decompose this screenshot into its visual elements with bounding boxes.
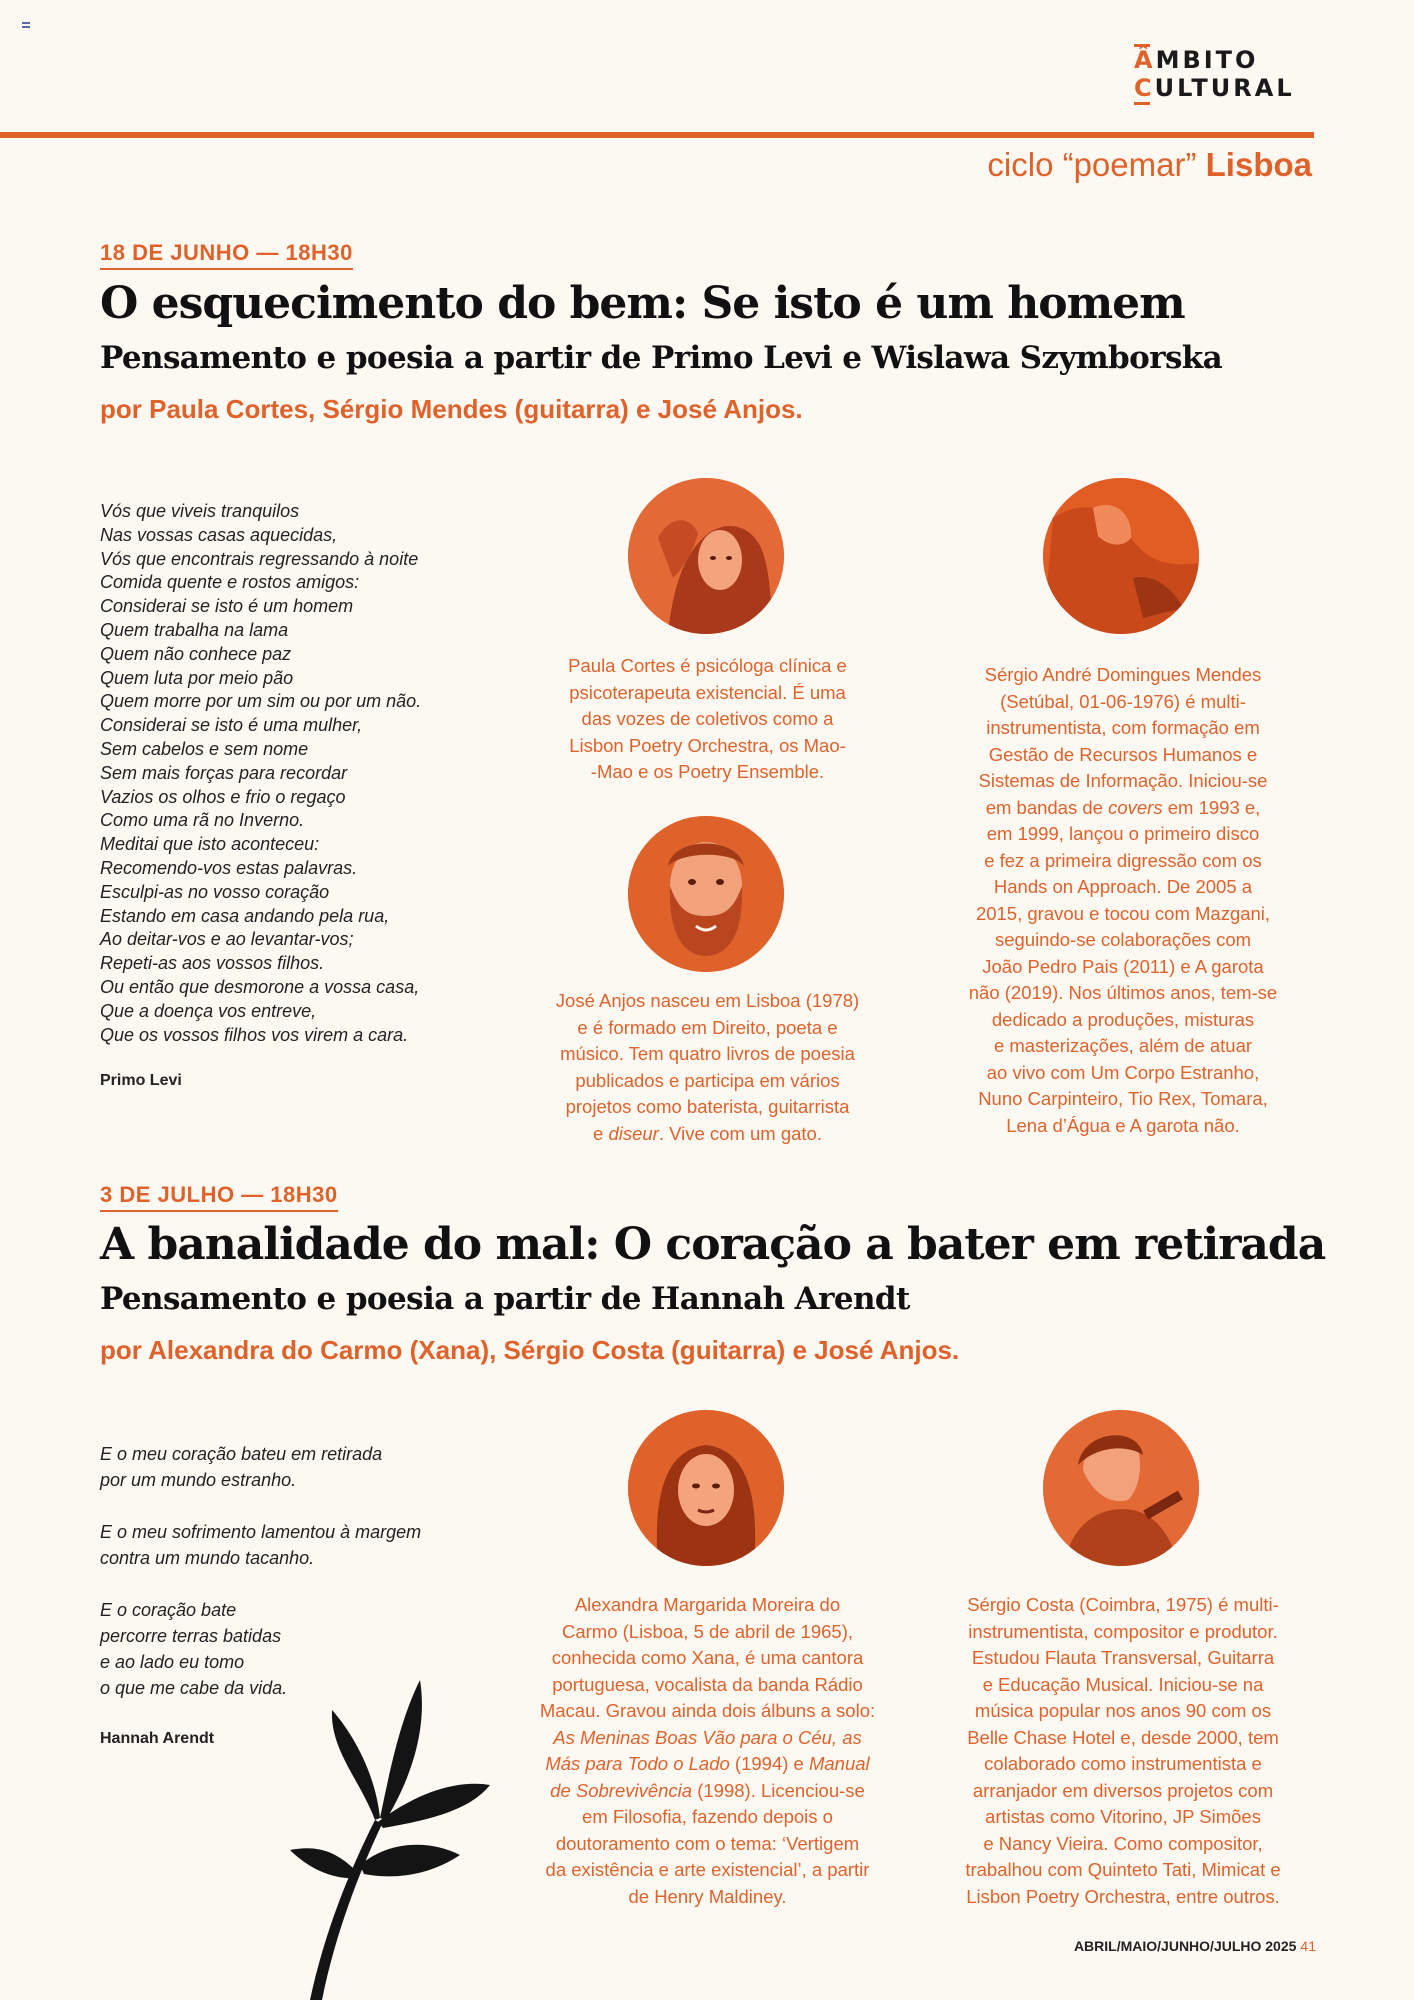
bio-line: Estudou Flauta Transversal, Guitarra [971, 1647, 1275, 1668]
poem-line: Ao deitar-vos e ao levantar-vos; [100, 929, 354, 950]
poem-line: por um mundo estranho. [100, 1470, 297, 1490]
bio-text: e [593, 1122, 609, 1144]
bio-line: psicoterapeuta existencial. É uma [569, 681, 846, 703]
bio-line: publicados e participa em vários [575, 1069, 840, 1091]
bio-line: e é formado em Direito, poeta e [577, 1016, 838, 1038]
bio-line: Sistemas de Informação. Iniciou-se [978, 770, 1268, 791]
stanza-gap [100, 1493, 500, 1519]
poem-line: percorre terras batidas [100, 1626, 282, 1646]
bio-line: Belle Chase Hotel e, desde 2000, tem [967, 1726, 1279, 1748]
event2-title: A banalidade do mal: O coração a bater em retirada [100, 1219, 1326, 1270]
bio-line: não (2019). Nos últimos anos, tem-se [968, 982, 1278, 1003]
poem-line: Quem morre por um sim ou por um não. [100, 691, 422, 712]
bio-sergio-mendes [925, 662, 1321, 1139]
poem-line: Recomendo-vos estas palavras. [100, 857, 358, 878]
poem-line: Quem não conhece paz [100, 643, 292, 664]
bio-emphasis: diseur [608, 1122, 659, 1144]
bio-line [510, 1751, 905, 1778]
bio-line: Hands on Approach. De 2005 a [993, 876, 1253, 897]
bio-line: da existência e arte existencial’, a partir [545, 1859, 870, 1880]
bio-sergio-costa [918, 1592, 1328, 1910]
bio-emphasis: Manual [808, 1753, 870, 1774]
logo-word-ambito: MBITO [1155, 46, 1259, 74]
bio-line: músico. Tem quatro livros de poesia [560, 1043, 855, 1064]
event2-poem-author: Hannah Arendt [100, 1730, 215, 1747]
bio-line: e fez a primeira digressão com os [984, 849, 1262, 871]
plant-illustration-icon [280, 1670, 520, 2000]
poem-line: o que me cabe da vida. [100, 1678, 288, 1698]
event1-subtitle: Pensamento e poesia a partir de Primo Levi e Wislawa Szymborska [100, 340, 1223, 376]
bio-line: e Nancy Vieira. Como compositor, [983, 1832, 1263, 1854]
poem-line: Estando em casa andando pela rua, [100, 905, 390, 926]
bio-emphasis: As Meninas Boas Vão para o Céu, as [553, 1726, 862, 1748]
bio-paula-cortes [520, 653, 895, 786]
event1-poem [100, 500, 500, 1047]
bio-line: e Educação Musical. Iniciou-se na [982, 1673, 1264, 1695]
bio-line: Lena d’Água e A garota não. [1006, 1114, 1240, 1136]
bio-line: portuguesa, vocalista da banda Rádio [552, 1673, 863, 1695]
bio-line: em Filosofia, fazendo depois o [582, 1806, 833, 1827]
poem-line: Vós que viveis tranquilos [100, 501, 300, 521]
bio-line: (Setúbal, 01-06-1976) é multi- [1000, 690, 1246, 712]
bio-emphasis: Más para Todo o Lado [545, 1753, 730, 1774]
poem-line: E o meu coração bateu em retirada [100, 1444, 383, 1464]
poem-line: Que os vossos filhos vos virem a cara. [100, 1024, 409, 1045]
bio-jose-anjos [520, 988, 895, 1147]
footer [1074, 1938, 1316, 1954]
bio-line: 2015, gravou e tocou com Mazgani, [975, 902, 1271, 924]
poem-line: Quem luta por meio pão [100, 667, 294, 688]
poem-line: Vazios os olhos e frio o regaço [100, 786, 346, 807]
bio-line: Carmo (Lisboa, 5 de abril de 1965), [561, 1620, 854, 1642]
bio-line: Macau. Gravou ainda dois álbuns a solo: [539, 1700, 876, 1721]
photo-sergio-costa [1043, 1410, 1199, 1566]
poem-line: E o coração bate [100, 1600, 237, 1620]
logo-letter-a: Â [1134, 46, 1156, 74]
ambito-cultural-logo [1134, 44, 1314, 104]
logo-word-cultural: ULTURAL [1154, 74, 1295, 102]
event2-poem [100, 1441, 500, 1701]
photo-alexandra-do-carmo [628, 1410, 784, 1566]
bio-text: em 1993 e, [1162, 796, 1261, 818]
event1-date: 18 DE JUNHO — 18H30 [100, 240, 353, 270]
bio-line: trabalhou com Quinteto Tati, Mimicat e [965, 1859, 1281, 1880]
bio-line [510, 1725, 905, 1752]
bio-line: conhecida como Xana, é uma cantora [551, 1647, 864, 1668]
bio-emphasis: de Sobrevivência [550, 1779, 693, 1801]
bio-line: Lisbon Poetry Orchestra, os Mao- [569, 734, 846, 756]
poem-line: Esculpi-as no vosso coração [100, 881, 330, 902]
bio-line: doutoramento com o tema: ‘Vertigem [555, 1832, 860, 1854]
bio-line: arranjador em diversos projetos com [972, 1779, 1274, 1801]
bio-text: (1998). Licenciou-se [692, 1779, 865, 1801]
bio-line: Sérgio Costa (Coimbra, 1975) é multi- [967, 1594, 1279, 1615]
bio-line: das vozes de coletivos como a [581, 708, 834, 729]
event2-subtitle: Pensamento e poesia a partir de Hannah Arendt [100, 1281, 910, 1317]
bio-line: Gestão de Recursos Humanos e [988, 743, 1258, 765]
cycle-title [987, 146, 1312, 184]
logo-letter-c: C [1134, 74, 1155, 102]
bio-line: seguindo-se colaborações com [994, 929, 1252, 950]
bio-line: -Mao e os Poetry Ensemble. [590, 761, 825, 782]
bio-line: Nuno Carpinteiro, Tio Rex, Tomara, [978, 1088, 1268, 1109]
event2-date: 3 DE JULHO — 18H30 [100, 1182, 338, 1212]
event2-authors: por Alexandra do Carmo (Xana), Sérgio Costa (guitarra) e José Anjos. [100, 1335, 960, 1365]
bio-line: instrumentista, com formação em [986, 717, 1260, 738]
poem-line: Que a doença vos entreve, [100, 1000, 317, 1021]
corner-mark [22, 22, 30, 28]
bio-line: instrumentista, compositor e produtor. [968, 1620, 1278, 1642]
bio-line: artistas como Vitorino, JP Simões [985, 1806, 1261, 1827]
bio-alexandra-do-carmo [510, 1592, 905, 1910]
bio-line: projetos como baterista, guitarrista [565, 1096, 850, 1117]
event1-title: O esquecimento do bem: Se isto é um homem [100, 278, 1185, 329]
photo-paula-cortes [628, 478, 784, 634]
bio-line: Paula Cortes é psicóloga clínica e [568, 655, 847, 676]
bio-text: em bandas de [985, 796, 1109, 818]
poem-line: e ao lado eu tomo [100, 1652, 245, 1672]
page-number: 41 [1300, 1938, 1316, 1954]
logo-bar-bottom [1134, 102, 1150, 105]
header-rule [0, 132, 1314, 138]
bio-line [520, 1121, 895, 1148]
bio-line: dedicado a produções, misturas [991, 1008, 1255, 1030]
bio-line: colaborado como instrumentista e [984, 1753, 1262, 1774]
poem-line: Considerai se isto é um homem [100, 596, 354, 617]
photo-jose-anjos [628, 816, 784, 972]
poem-line: Sem mais forças para recordar [100, 762, 348, 783]
bio-line: em 1999, lançou o primeiro disco [986, 823, 1260, 844]
bio-line: Sérgio André Domingues Mendes [984, 664, 1262, 685]
bio-line: e masterizações, além de atuar [993, 1035, 1253, 1056]
poem-line: Repeti-as aos vossos filhos. [100, 953, 325, 974]
bio-emphasis: covers [1108, 796, 1163, 818]
poem-line: Ou então que desmorone a vossa casa, [100, 976, 420, 997]
bio-line: de Henry Maldiney. [628, 1885, 787, 1907]
bio-line [925, 795, 1321, 822]
poem-line: Vós que encontrais regressando à noite [100, 548, 419, 569]
poem-line: Considerai se isto é uma mulher, [100, 715, 363, 736]
poem-line: E o meu sofrimento lamentou à margem [100, 1522, 422, 1542]
bio-line: Lisbon Poetry Orchestra, entre outros. [966, 1885, 1280, 1907]
photo-sergio-mendes [1043, 478, 1199, 634]
poem-line: contra um mundo tacanho. [100, 1548, 315, 1568]
bio-line: ao vivo com Um Corpo Estranho, [986, 1061, 1260, 1083]
footer-issue: ABRIL/MAIO/JUNHO/JULHO 2025 [1073, 1938, 1297, 1954]
poem-line: Como uma rã no Inverno. [100, 810, 305, 831]
bio-line: João Pedro Pais (2011) e A garota [982, 955, 1264, 977]
stanza-gap [100, 1571, 500, 1597]
bio-text: . Vive com um gato. [658, 1122, 822, 1144]
bio-text: (1994) e [729, 1753, 809, 1774]
bio-line: Alexandra Margarida Moreira do [574, 1594, 841, 1615]
poem-line: Meditai que isto aconteceu: [100, 834, 320, 855]
poem-line: Nas vossas casas aquecidas, [100, 524, 338, 545]
bio-line: música popular nos anos 90 com os [974, 1700, 1272, 1721]
poem-line: Quem trabalha na lama [100, 619, 289, 640]
bio-line [510, 1778, 905, 1805]
bio-line: José Anjos nasceu em Lisboa (1978) [555, 990, 860, 1011]
event1-poem-author: Primo Levi [100, 1072, 182, 1089]
cycle-city: Lisboa [1205, 146, 1312, 183]
event1-authors: por Paula Cortes, Sérgio Mendes (guitarra) e José Anjos. [100, 394, 803, 424]
poem-line: Comida quente e rostos amigos: [100, 572, 360, 593]
poem-line: Sem cabelos e sem nome [100, 738, 309, 759]
cycle-prefix: ciclo “poemar” [987, 146, 1197, 183]
